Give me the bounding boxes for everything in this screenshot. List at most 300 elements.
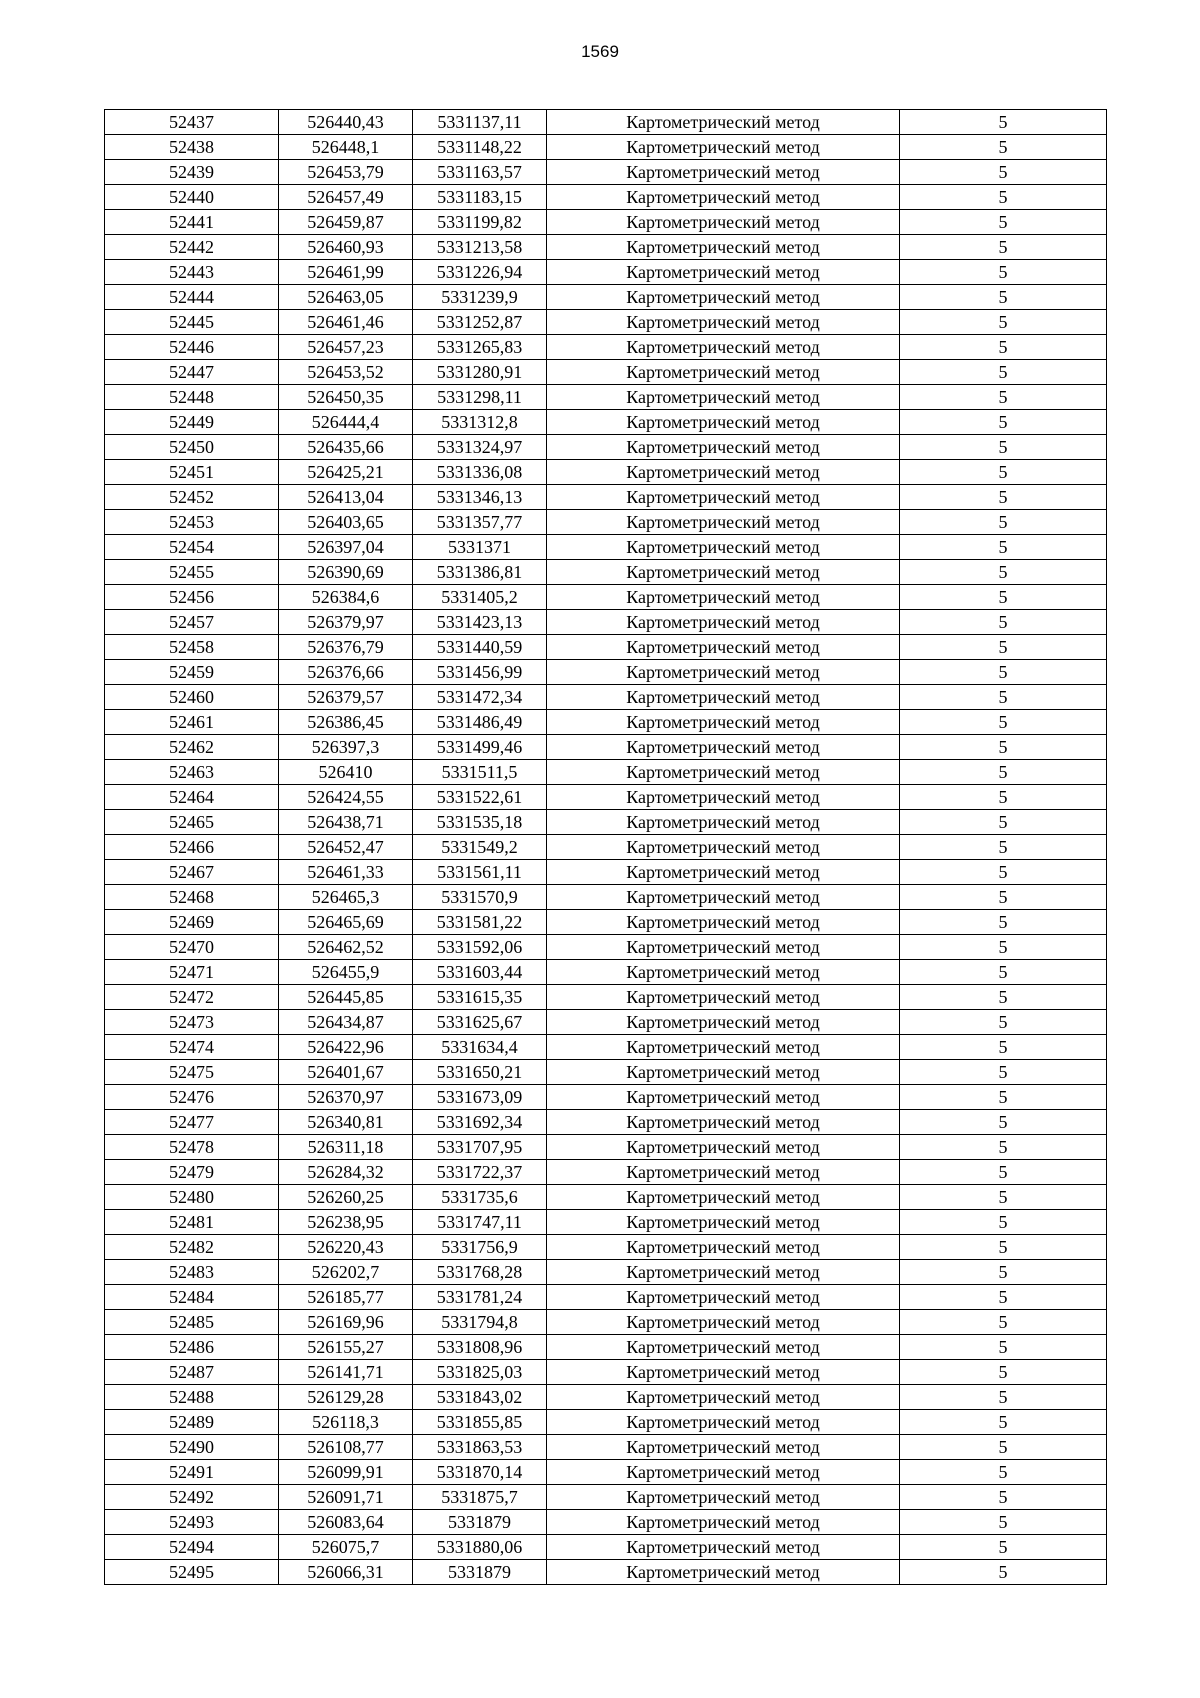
table-row: [105, 560, 1107, 585]
accuracy-cell: 5: [900, 560, 1107, 585]
y-coordinate-cell: 5331581,22: [413, 910, 547, 935]
table-row: [105, 1335, 1107, 1360]
y-coordinate-cell: 5331213,58: [413, 235, 547, 260]
x-coordinate-cell: 526450,35: [279, 385, 413, 410]
accuracy-cell: 5: [900, 1035, 1107, 1060]
table-row: [105, 585, 1107, 610]
point-number-cell: 52467: [105, 860, 279, 885]
point-number-cell: 52437: [105, 110, 279, 135]
method-cell: Картометрический метод: [547, 1335, 900, 1360]
accuracy-cell: 5: [900, 460, 1107, 485]
method-cell: Картометрический метод: [547, 385, 900, 410]
x-coordinate-cell: 526169,96: [279, 1310, 413, 1335]
method-cell: Картометрический метод: [547, 210, 900, 235]
page-number: 1569: [581, 42, 619, 61]
method-cell: Картометрический метод: [547, 585, 900, 610]
x-coordinate-cell: 526075,7: [279, 1535, 413, 1560]
method-cell: Картометрический метод: [547, 660, 900, 685]
x-coordinate-cell: 526370,97: [279, 1085, 413, 1110]
x-coordinate-cell: 526311,18: [279, 1135, 413, 1160]
method-cell: Картометрический метод: [547, 1260, 900, 1285]
x-coordinate-cell: 526155,27: [279, 1335, 413, 1360]
method-cell: Картометрический метод: [547, 535, 900, 560]
y-coordinate-cell: 5331825,03: [413, 1360, 547, 1385]
table-row: [105, 1435, 1107, 1460]
accuracy-cell: 5: [900, 760, 1107, 785]
method-cell: Картометрический метод: [547, 985, 900, 1010]
accuracy-cell: 5: [900, 735, 1107, 760]
point-number-cell: 52459: [105, 660, 279, 685]
table-row: [105, 1160, 1107, 1185]
y-coordinate-cell: 5331634,4: [413, 1035, 547, 1060]
x-coordinate-cell: 526141,71: [279, 1360, 413, 1385]
x-coordinate-cell: 526410: [279, 760, 413, 785]
y-coordinate-cell: 5331499,46: [413, 735, 547, 760]
point-number-cell: 52469: [105, 910, 279, 935]
method-cell: Картометрический метод: [547, 285, 900, 310]
x-coordinate-cell: 526091,71: [279, 1485, 413, 1510]
method-cell: Картометрический метод: [547, 160, 900, 185]
table-row: [105, 1085, 1107, 1110]
x-coordinate-cell: 526083,64: [279, 1510, 413, 1535]
accuracy-cell: 5: [900, 835, 1107, 860]
method-cell: Картометрический метод: [547, 335, 900, 360]
point-number-cell: 52461: [105, 710, 279, 735]
x-coordinate-cell: 526434,87: [279, 1010, 413, 1035]
y-coordinate-cell: 5331650,21: [413, 1060, 547, 1085]
point-number-cell: 52488: [105, 1385, 279, 1410]
method-cell: Картометрический метод: [547, 810, 900, 835]
accuracy-cell: 5: [900, 635, 1107, 660]
x-coordinate-cell: 526459,87: [279, 210, 413, 235]
accuracy-cell: 5: [900, 1285, 1107, 1310]
x-coordinate-cell: 526386,45: [279, 710, 413, 735]
method-cell: Картометрический метод: [547, 1460, 900, 1485]
method-cell: Картометрический метод: [547, 235, 900, 260]
x-coordinate-cell: 526461,46: [279, 310, 413, 335]
point-number-cell: 52493: [105, 1510, 279, 1535]
table-row: [105, 410, 1107, 435]
accuracy-cell: 5: [900, 1135, 1107, 1160]
x-coordinate-cell: 526444,4: [279, 410, 413, 435]
method-cell: Картометрический метод: [547, 260, 900, 285]
y-coordinate-cell: 5331673,09: [413, 1085, 547, 1110]
coordinates-table: [104, 109, 1107, 1585]
y-coordinate-cell: 5331522,61: [413, 785, 547, 810]
y-coordinate-cell: 5331692,34: [413, 1110, 547, 1135]
method-cell: Картометрический метод: [547, 1410, 900, 1435]
table-row: [105, 835, 1107, 860]
point-number-cell: 52448: [105, 385, 279, 410]
point-number-cell: 52477: [105, 1110, 279, 1135]
table-row: [105, 685, 1107, 710]
table-row: [105, 1035, 1107, 1060]
method-cell: Картометрический метод: [547, 1435, 900, 1460]
method-cell: Картометрический метод: [547, 710, 900, 735]
accuracy-cell: 5: [900, 160, 1107, 185]
y-coordinate-cell: 5331747,11: [413, 1210, 547, 1235]
y-coordinate-cell: 5331336,08: [413, 460, 547, 485]
point-number-cell: 52444: [105, 285, 279, 310]
table-row: [105, 210, 1107, 235]
y-coordinate-cell: 5331808,96: [413, 1335, 547, 1360]
point-number-cell: 52457: [105, 610, 279, 635]
point-number-cell: 52491: [105, 1460, 279, 1485]
point-number-cell: 52489: [105, 1410, 279, 1435]
method-cell: Картометрический метод: [547, 435, 900, 460]
method-cell: Картометрический метод: [547, 785, 900, 810]
y-coordinate-cell: 5331226,94: [413, 260, 547, 285]
x-coordinate-cell: 526465,3: [279, 885, 413, 910]
table-row: [105, 510, 1107, 535]
table-row: [105, 610, 1107, 635]
table-row: [105, 985, 1107, 1010]
accuracy-cell: 5: [900, 1185, 1107, 1210]
table-row: [105, 660, 1107, 685]
x-coordinate-cell: 526403,65: [279, 510, 413, 535]
table-row: [105, 1410, 1107, 1435]
method-cell: Картометрический метод: [547, 835, 900, 860]
accuracy-cell: 5: [900, 1310, 1107, 1335]
point-number-cell: 52451: [105, 460, 279, 485]
point-number-cell: 52454: [105, 535, 279, 560]
x-coordinate-cell: 526340,81: [279, 1110, 413, 1135]
point-number-cell: 52460: [105, 685, 279, 710]
method-cell: Картометрический метод: [547, 885, 900, 910]
table-row: [105, 960, 1107, 985]
y-coordinate-cell: 5331511,5: [413, 760, 547, 785]
table-row: [105, 110, 1107, 135]
y-coordinate-cell: 5331592,06: [413, 935, 547, 960]
table-row: [105, 635, 1107, 660]
table-row: [105, 1360, 1107, 1385]
table-row: [105, 1485, 1107, 1510]
accuracy-cell: 5: [900, 335, 1107, 360]
y-coordinate-cell: 5331371: [413, 535, 547, 560]
table-row: [105, 1010, 1107, 1035]
method-cell: Картометрический метод: [547, 1385, 900, 1410]
method-cell: Картометрический метод: [547, 110, 900, 135]
table-row: [105, 235, 1107, 260]
x-coordinate-cell: 526453,79: [279, 160, 413, 185]
point-number-cell: 52482: [105, 1235, 279, 1260]
method-cell: Картометрический метод: [547, 1035, 900, 1060]
method-cell: Картометрический метод: [547, 360, 900, 385]
x-coordinate-cell: 526401,67: [279, 1060, 413, 1085]
table-row: [105, 810, 1107, 835]
method-cell: Картометрический метод: [547, 410, 900, 435]
x-coordinate-cell: 526413,04: [279, 485, 413, 510]
x-coordinate-cell: 526461,33: [279, 860, 413, 885]
table-body: [105, 110, 1107, 1585]
method-cell: Картометрический метод: [547, 1535, 900, 1560]
method-cell: Картометрический метод: [547, 935, 900, 960]
y-coordinate-cell: 5331879: [413, 1510, 547, 1535]
x-coordinate-cell: 526460,93: [279, 235, 413, 260]
y-coordinate-cell: 5331863,53: [413, 1435, 547, 1460]
table-row: [105, 710, 1107, 735]
point-number-cell: 52443: [105, 260, 279, 285]
accuracy-cell: 5: [900, 1210, 1107, 1235]
x-coordinate-cell: 526129,28: [279, 1385, 413, 1410]
table-row: [105, 860, 1107, 885]
accuracy-cell: 5: [900, 285, 1107, 310]
table-row: [105, 435, 1107, 460]
method-cell: Картометрический метод: [547, 1110, 900, 1135]
x-coordinate-cell: 526379,57: [279, 685, 413, 710]
y-coordinate-cell: 5331252,87: [413, 310, 547, 335]
point-number-cell: 52439: [105, 160, 279, 185]
method-cell: Картометрический метод: [547, 1160, 900, 1185]
table-row: [105, 1110, 1107, 1135]
x-coordinate-cell: 526461,99: [279, 260, 413, 285]
table-row: [105, 385, 1107, 410]
accuracy-cell: 5: [900, 1085, 1107, 1110]
accuracy-cell: 5: [900, 185, 1107, 210]
point-number-cell: 52474: [105, 1035, 279, 1060]
method-cell: Картометрический метод: [547, 1210, 900, 1235]
point-number-cell: 52484: [105, 1285, 279, 1310]
y-coordinate-cell: 5331535,18: [413, 810, 547, 835]
table-row: [105, 885, 1107, 910]
y-coordinate-cell: 5331346,13: [413, 485, 547, 510]
point-number-cell: 52453: [105, 510, 279, 535]
x-coordinate-cell: 526376,66: [279, 660, 413, 685]
method-cell: Картометрический метод: [547, 1185, 900, 1210]
accuracy-cell: 5: [900, 135, 1107, 160]
method-cell: Картометрический метод: [547, 510, 900, 535]
method-cell: Картометрический метод: [547, 760, 900, 785]
y-coordinate-cell: 5331756,9: [413, 1235, 547, 1260]
table-row: [105, 735, 1107, 760]
y-coordinate-cell: 5331357,77: [413, 510, 547, 535]
accuracy-cell: 5: [900, 660, 1107, 685]
accuracy-cell: 5: [900, 485, 1107, 510]
y-coordinate-cell: 5331324,97: [413, 435, 547, 460]
y-coordinate-cell: 5331163,57: [413, 160, 547, 185]
method-cell: Картометрический метод: [547, 1060, 900, 1085]
accuracy-cell: 5: [900, 410, 1107, 435]
x-coordinate-cell: 526448,1: [279, 135, 413, 160]
method-cell: Картометрический метод: [547, 560, 900, 585]
point-number-cell: 52470: [105, 935, 279, 960]
x-coordinate-cell: 526453,52: [279, 360, 413, 385]
y-coordinate-cell: 5331486,49: [413, 710, 547, 735]
y-coordinate-cell: 5331570,9: [413, 885, 547, 910]
accuracy-cell: 5: [900, 685, 1107, 710]
accuracy-cell: 5: [900, 260, 1107, 285]
x-coordinate-cell: 526397,3: [279, 735, 413, 760]
accuracy-cell: 5: [900, 1235, 1107, 1260]
accuracy-cell: 5: [900, 785, 1107, 810]
x-coordinate-cell: 526376,79: [279, 635, 413, 660]
table-row: [105, 1210, 1107, 1235]
point-number-cell: 52495: [105, 1560, 279, 1585]
method-cell: Картометрический метод: [547, 960, 900, 985]
y-coordinate-cell: 5331456,99: [413, 660, 547, 685]
x-coordinate-cell: 526118,3: [279, 1410, 413, 1435]
x-coordinate-cell: 526284,32: [279, 1160, 413, 1185]
accuracy-cell: 5: [900, 385, 1107, 410]
point-number-cell: 52487: [105, 1360, 279, 1385]
table-row: [105, 335, 1107, 360]
x-coordinate-cell: 526185,77: [279, 1285, 413, 1310]
accuracy-cell: 5: [900, 1460, 1107, 1485]
point-number-cell: 52458: [105, 635, 279, 660]
point-number-cell: 52463: [105, 760, 279, 785]
y-coordinate-cell: 5331768,28: [413, 1260, 547, 1285]
table-row: [105, 460, 1107, 485]
accuracy-cell: 5: [900, 210, 1107, 235]
y-coordinate-cell: 5331603,44: [413, 960, 547, 985]
accuracy-cell: 5: [900, 360, 1107, 385]
table-row: [105, 310, 1107, 335]
accuracy-cell: 5: [900, 610, 1107, 635]
y-coordinate-cell: 5331265,83: [413, 335, 547, 360]
table-row: [105, 535, 1107, 560]
method-cell: Картометрический метод: [547, 1485, 900, 1510]
point-number-cell: 52462: [105, 735, 279, 760]
point-number-cell: 52494: [105, 1535, 279, 1560]
accuracy-cell: 5: [900, 1435, 1107, 1460]
x-coordinate-cell: 526220,43: [279, 1235, 413, 1260]
point-number-cell: 52464: [105, 785, 279, 810]
accuracy-cell: 5: [900, 1485, 1107, 1510]
method-cell: Картометрический метод: [547, 1235, 900, 1260]
x-coordinate-cell: 526384,6: [279, 585, 413, 610]
method-cell: Картометрический метод: [547, 685, 900, 710]
y-coordinate-cell: 5331239,9: [413, 285, 547, 310]
x-coordinate-cell: 526397,04: [279, 535, 413, 560]
point-number-cell: 52475: [105, 1060, 279, 1085]
table-row: [105, 1260, 1107, 1285]
y-coordinate-cell: 5331794,8: [413, 1310, 547, 1335]
y-coordinate-cell: 5331423,13: [413, 610, 547, 635]
accuracy-cell: 5: [900, 1410, 1107, 1435]
y-coordinate-cell: 5331137,11: [413, 110, 547, 135]
x-coordinate-cell: 526260,25: [279, 1185, 413, 1210]
method-cell: Картометрический метод: [547, 135, 900, 160]
x-coordinate-cell: 526108,77: [279, 1435, 413, 1460]
accuracy-cell: 5: [900, 510, 1107, 535]
point-number-cell: 52450: [105, 435, 279, 460]
table-row: [105, 160, 1107, 185]
method-cell: Картометрический метод: [547, 1510, 900, 1535]
point-number-cell: 52478: [105, 1135, 279, 1160]
accuracy-cell: 5: [900, 860, 1107, 885]
y-coordinate-cell: 5331870,14: [413, 1460, 547, 1485]
point-number-cell: 52441: [105, 210, 279, 235]
accuracy-cell: 5: [900, 1260, 1107, 1285]
accuracy-cell: 5: [900, 585, 1107, 610]
y-coordinate-cell: 5331472,34: [413, 685, 547, 710]
point-number-cell: 52442: [105, 235, 279, 260]
y-coordinate-cell: 5331880,06: [413, 1535, 547, 1560]
y-coordinate-cell: 5331405,2: [413, 585, 547, 610]
table-row: [105, 935, 1107, 960]
y-coordinate-cell: 5331549,2: [413, 835, 547, 860]
accuracy-cell: 5: [900, 435, 1107, 460]
x-coordinate-cell: 526438,71: [279, 810, 413, 835]
point-number-cell: 52479: [105, 1160, 279, 1185]
point-number-cell: 52455: [105, 560, 279, 585]
table-row: [105, 1460, 1107, 1485]
x-coordinate-cell: 526390,69: [279, 560, 413, 585]
accuracy-cell: 5: [900, 1160, 1107, 1185]
point-number-cell: 52445: [105, 310, 279, 335]
accuracy-cell: 5: [900, 710, 1107, 735]
method-cell: Картометрический метод: [547, 1560, 900, 1585]
point-number-cell: 52440: [105, 185, 279, 210]
y-coordinate-cell: 5331855,85: [413, 1410, 547, 1435]
y-coordinate-cell: 5331843,02: [413, 1385, 547, 1410]
point-number-cell: 52486: [105, 1335, 279, 1360]
table-row: [105, 1235, 1107, 1260]
point-number-cell: 52456: [105, 585, 279, 610]
x-coordinate-cell: 526457,23: [279, 335, 413, 360]
table-row: [105, 1385, 1107, 1410]
point-number-cell: 52476: [105, 1085, 279, 1110]
table-row: [105, 1135, 1107, 1160]
accuracy-cell: 5: [900, 1385, 1107, 1410]
point-number-cell: 52471: [105, 960, 279, 985]
accuracy-cell: 5: [900, 810, 1107, 835]
table-row: [105, 360, 1107, 385]
y-coordinate-cell: 5331386,81: [413, 560, 547, 585]
table-row: [105, 1060, 1107, 1085]
point-number-cell: 52452: [105, 485, 279, 510]
point-number-cell: 52468: [105, 885, 279, 910]
x-coordinate-cell: 526455,9: [279, 960, 413, 985]
accuracy-cell: 5: [900, 885, 1107, 910]
accuracy-cell: 5: [900, 1360, 1107, 1385]
method-cell: Картометрический метод: [547, 1360, 900, 1385]
method-cell: Картометрический метод: [547, 310, 900, 335]
point-number-cell: 52483: [105, 1260, 279, 1285]
point-number-cell: 52438: [105, 135, 279, 160]
point-number-cell: 52490: [105, 1435, 279, 1460]
point-number-cell: 52480: [105, 1185, 279, 1210]
point-number-cell: 52466: [105, 835, 279, 860]
accuracy-cell: 5: [900, 535, 1107, 560]
y-coordinate-cell: 5331625,67: [413, 1010, 547, 1035]
point-number-cell: 52473: [105, 1010, 279, 1035]
table-row: [105, 285, 1107, 310]
method-cell: Картометрический метод: [547, 185, 900, 210]
point-number-cell: 52481: [105, 1210, 279, 1235]
x-coordinate-cell: 526457,49: [279, 185, 413, 210]
point-number-cell: 52465: [105, 810, 279, 835]
x-coordinate-cell: 526099,91: [279, 1460, 413, 1485]
method-cell: Картометрический метод: [547, 1085, 900, 1110]
accuracy-cell: 5: [900, 985, 1107, 1010]
y-coordinate-cell: 5331707,95: [413, 1135, 547, 1160]
table-row: [105, 1535, 1107, 1560]
y-coordinate-cell: 5331735,6: [413, 1185, 547, 1210]
accuracy-cell: 5: [900, 110, 1107, 135]
point-number-cell: 52446: [105, 335, 279, 360]
x-coordinate-cell: 526465,69: [279, 910, 413, 935]
method-cell: Картометрический метод: [547, 910, 900, 935]
table-row: [105, 1310, 1107, 1335]
accuracy-cell: 5: [900, 910, 1107, 935]
y-coordinate-cell: 5331615,35: [413, 985, 547, 1010]
table-row: [105, 260, 1107, 285]
x-coordinate-cell: 526066,31: [279, 1560, 413, 1585]
x-coordinate-cell: 526424,55: [279, 785, 413, 810]
method-cell: Картометрический метод: [547, 610, 900, 635]
x-coordinate-cell: 526425,21: [279, 460, 413, 485]
